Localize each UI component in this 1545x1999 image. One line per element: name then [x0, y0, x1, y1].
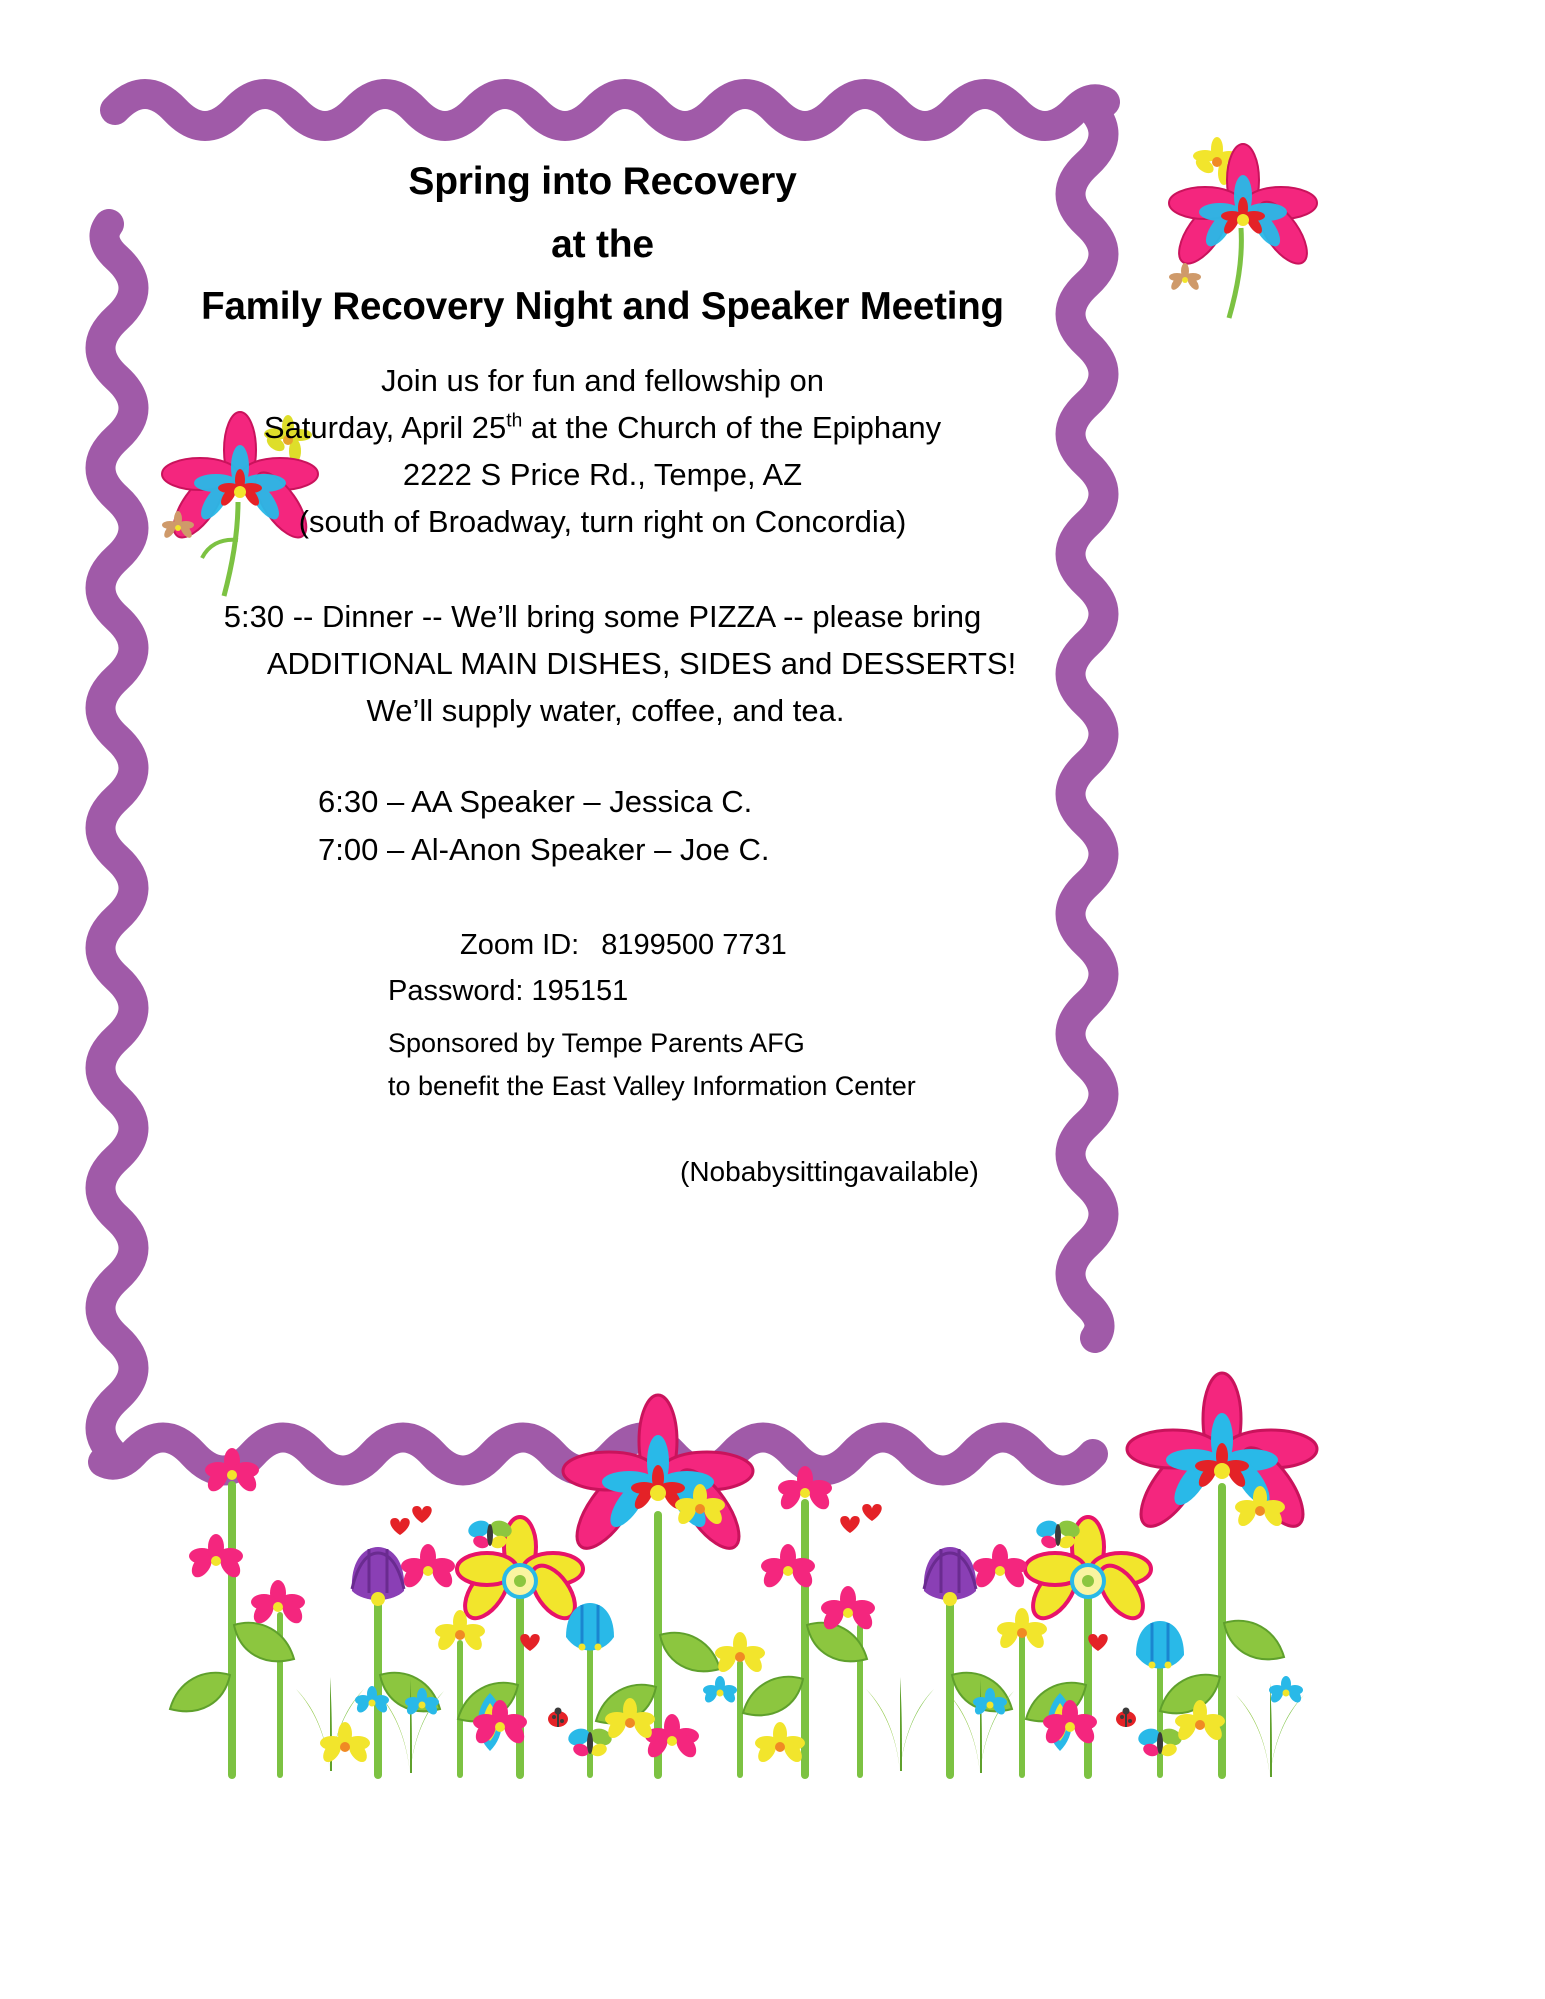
zoom-info-block	[150, 923, 1055, 1108]
intro-block	[150, 357, 1055, 545]
flower-garden-border	[160, 1375, 1300, 1775]
date-ordinal: th	[506, 410, 523, 432]
intro-line-date	[150, 404, 1055, 451]
intro-line-directions: (south of Broadway, turn right on Concordia)	[298, 504, 907, 540]
speakers-block	[150, 778, 1055, 872]
intro-line-address: 2222 S Price Rd., Tempe, AZ	[402, 456, 803, 492]
speaker-line-alanon: 7:00 – Al-Anon Speaker – Joe C.	[318, 831, 770, 867]
zoom-id-value: 8199500 7731	[601, 928, 787, 961]
date-text: Saturday, April 25	[263, 409, 507, 445]
benefit-line: to benefit the East Valley Information Center	[388, 1070, 916, 1101]
babysitting-note: (Nobabysittingavailable)	[680, 1155, 979, 1187]
venue-text: at the Church of the Epiphany	[522, 409, 942, 445]
zoom-id-label: Zoom ID:	[460, 928, 580, 961]
title-line-3: Family Recovery Night and Speaker Meeting	[201, 285, 1004, 329]
flyer-content	[150, 150, 1055, 1188]
dinner-block	[150, 593, 1055, 734]
dinner-line-1: 5:30 -- Dinner -- We’ll bring some PIZZA -- please bring	[223, 599, 982, 635]
speaker-line-aa: 6:30 – AA Speaker – Jessica C.	[318, 784, 753, 820]
zoom-password-line: Password: 195151	[388, 974, 629, 1007]
dinner-line-3: We’ll supply water, coffee, and tea.	[366, 693, 845, 729]
intro-line-join: Join us for fun and fellowship on	[381, 362, 824, 398]
sponsor-line: Sponsored by Tempe Parents AFG	[388, 1028, 805, 1059]
zoom-id-line	[388, 923, 1055, 969]
dinner-line-2: ADDITIONAL MAIN DISHES, SIDES and DESSERTS!	[266, 646, 1017, 682]
flower-cluster-icon	[1155, 140, 1330, 330]
title-line-2: at the	[551, 223, 654, 267]
title-line-1: Spring into Recovery	[408, 160, 797, 203]
